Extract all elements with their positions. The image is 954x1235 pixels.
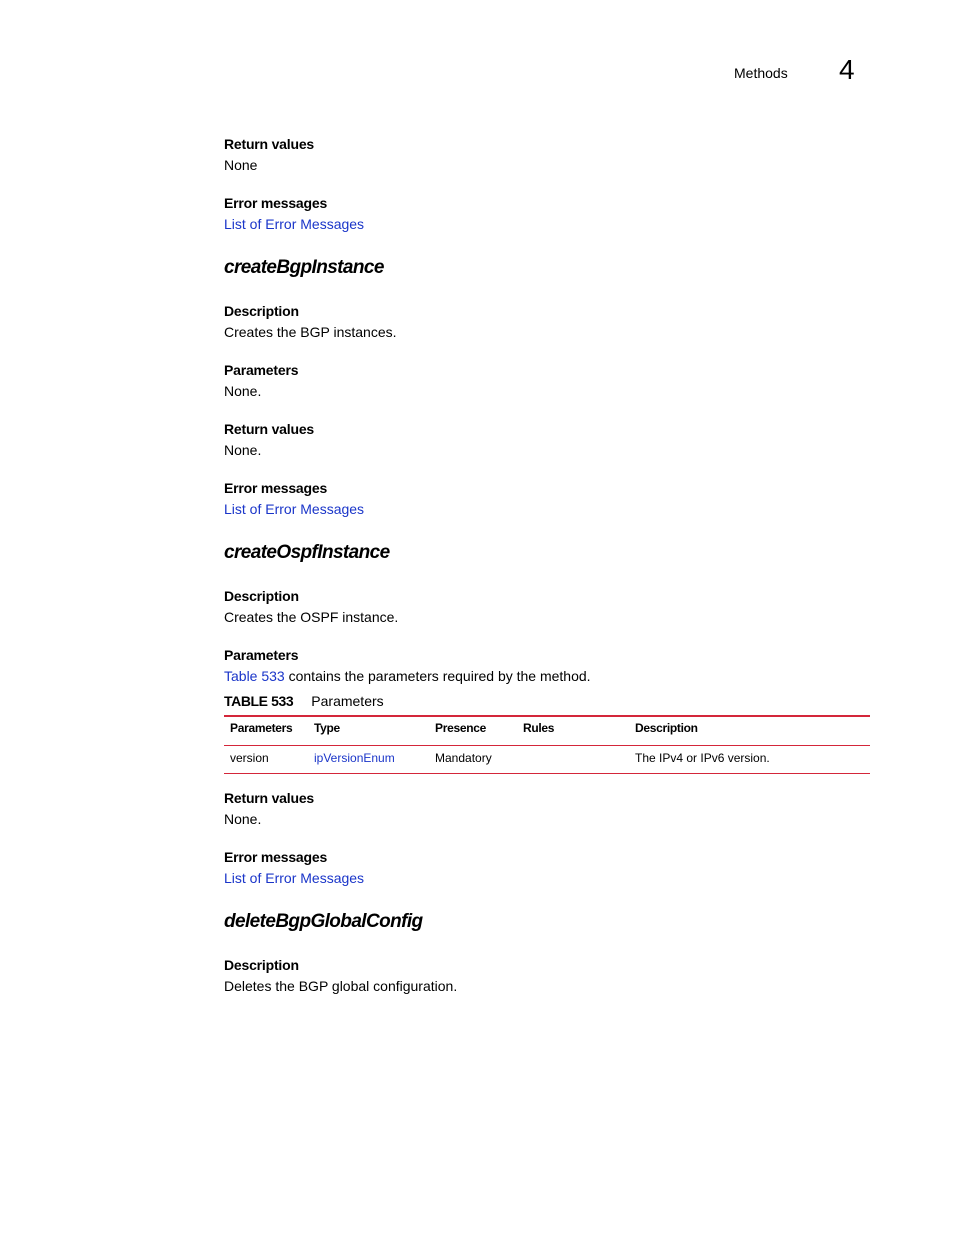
cell-description: The IPv4 or IPv6 version. — [629, 746, 870, 774]
return-values-text: None. — [224, 811, 262, 827]
parameters-heading: Parameters — [224, 362, 299, 378]
description-heading: Description — [224, 957, 299, 973]
description-text: Creates the BGP instances. — [224, 324, 397, 340]
table-reference-link[interactable]: Table 533 — [224, 668, 285, 684]
parameters-intro-text: contains the parameters required by the method. — [284, 668, 591, 684]
error-messages-heading: Error messages — [224, 849, 328, 865]
column-header-type: Type — [308, 716, 429, 746]
table-caption-text: Parameters — [311, 693, 384, 709]
error-messages-heading: Error messages — [224, 480, 328, 496]
table-caption — [224, 693, 384, 709]
column-header-rules: Rules — [517, 716, 629, 746]
table-number: TABLE 533 — [224, 693, 294, 709]
header-section-name: Methods — [734, 65, 788, 81]
column-header-description: Description — [629, 716, 870, 746]
return-values-text: None — [224, 157, 258, 173]
description-text: Creates the OSPF instance. — [224, 609, 399, 625]
error-messages-link[interactable]: List of Error Messages — [224, 501, 365, 517]
table-header-row — [224, 716, 870, 746]
cell-parameter: version — [224, 746, 308, 774]
description-text: Deletes the BGP global configuration. — [224, 978, 458, 994]
table-row — [224, 746, 870, 774]
cell-rules — [517, 746, 629, 774]
cell-type-link[interactable]: ipVersionEnum — [308, 746, 429, 774]
return-values-heading: Return values — [224, 790, 314, 806]
method-title-createbgpinstance: createBgpInstance — [224, 257, 384, 278]
error-messages-heading: Error messages — [224, 195, 328, 211]
return-values-heading: Return values — [224, 136, 314, 152]
parameters-intro — [224, 668, 591, 684]
cell-presence: Mandatory — [429, 746, 517, 774]
description-heading: Description — [224, 303, 299, 319]
parameters-heading: Parameters — [224, 647, 299, 663]
return-values-heading: Return values — [224, 421, 314, 437]
description-heading: Description — [224, 588, 299, 604]
method-title-deletebgpglobalconfig: deleteBgpGlobalConfig — [224, 911, 423, 932]
error-messages-link[interactable]: List of Error Messages — [224, 870, 365, 886]
header-chapter-number: 4 — [839, 54, 855, 85]
error-messages-link[interactable]: List of Error Messages — [224, 216, 365, 232]
method-title-createospfinstance: createOspfInstance — [224, 542, 390, 563]
return-values-text: None. — [224, 442, 262, 458]
parameters-table — [224, 715, 870, 774]
column-header-parameters: Parameters — [224, 716, 308, 746]
parameters-text: None. — [224, 383, 262, 399]
column-header-presence: Presence — [429, 716, 517, 746]
